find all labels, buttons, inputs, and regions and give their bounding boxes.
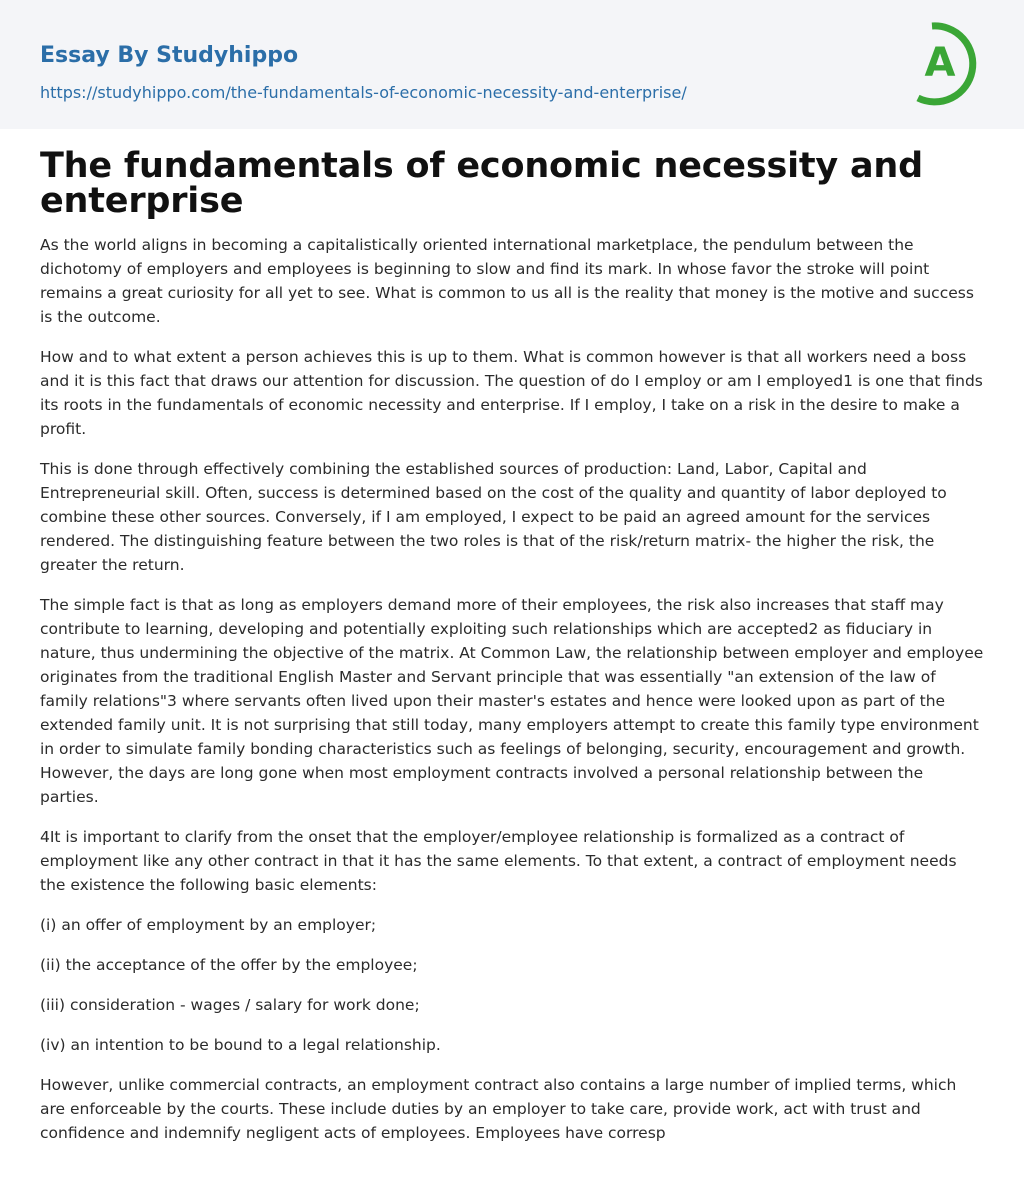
essay-paragraph-3: This is done through effectively combining the established sources of production: Land, Labor, Capital and Entrepreneurial skill. Often, success is determined based on the cost of the quality and quantity of labor deployed to combine these other sources. Conversely, if I am employed, I expect to be paid an agreed amount for the services rendered. The distinguishing feature between the two roles is that of the risk/return matrix- the higher the risk, the greater the return. <box>40 460 947 574</box>
contract-element-intention: (iv) an intention to be bound to a legal relationship. <box>40 1036 441 1054</box>
essay-paragraph-4: The simple fact is that as long as employers demand more of their employees, the risk also increases that staff may contribute to learning, developing and potentially exploiting such relationships which are accepted2 as fiduciary in nature, thus undermining the objective of the matrix. At Common Law, the relationship between employer and employee originates from the traditional English Master and Servant principle that was essentially "an extension of the law of family relations"3 where servants often lived upon their master's estates and hence were looked upon as part of the extended family unit. It is not surprising that still today, many employers attempt to create this family type environment in order to simulate family bonding characteristics such as feelings of belonging, security, encouragement and growth. However, the days are long gone when most employment contracts involved a personal relationship between the parties. <box>40 596 984 806</box>
studyhippo-logo-icon[interactable] <box>912 18 988 106</box>
site-header <box>0 0 1024 129</box>
contract-element-offer: (i) an offer of employment by an employer; <box>40 916 377 934</box>
essay-paragraph-2: How and to what extent a person achieves this is up to them. What is common however is that all workers need a boss and it is this fact that draws our attention for discussion. The question of do I employ or am I employed1 is one that finds its roots in the fundamentals of economic necessity and enterprise. If I employ, I take on a risk in the desire to make a profit. <box>40 348 983 438</box>
contract-element-consideration: (iii) consideration - wages / salary for work done; <box>40 996 420 1014</box>
essay-title: The fundamentals of economic necessity and enterprise <box>40 146 924 221</box>
essay-url-link[interactable]: https://studyhippo.com/the-fundamentals-of-economic-necessity-and-enterprise/ <box>40 83 687 102</box>
essay-paragraph-5: 4It is important to clarify from the onset that the employer/employee relationship is formalized as a contract of employment like any other contract in that it has the same elements. To that extent, a contract of employment needs the existence the following basic elements: <box>40 828 957 894</box>
essay-paragraph-10: However, unlike commercial contracts, an employment contract also contains a large number of implied terms, which are enforceable by the courts. These include duties by an employer to take care, provide work, act with trust and confidence and indemnify negligent acts of employees. Employees have corresp <box>40 1076 957 1142</box>
essay-paragraph-1: As the world aligns in becoming a capitalistically oriented international marketplace, the pendulum between the dichotomy of employers and employees is beginning to slow and find its mark. In whose favor the stroke will point remains a great curiosity for all yet to see. What is common to us all is the reality that money is the motive and success is the outcome. <box>40 236 974 326</box>
contract-element-acceptance: (ii) the acceptance of the offer by the employee; <box>40 956 418 974</box>
essay-content <box>0 129 1024 1145</box>
brand-title: Essay By Studyhippo <box>40 43 299 68</box>
logo-letter: A <box>924 40 956 86</box>
